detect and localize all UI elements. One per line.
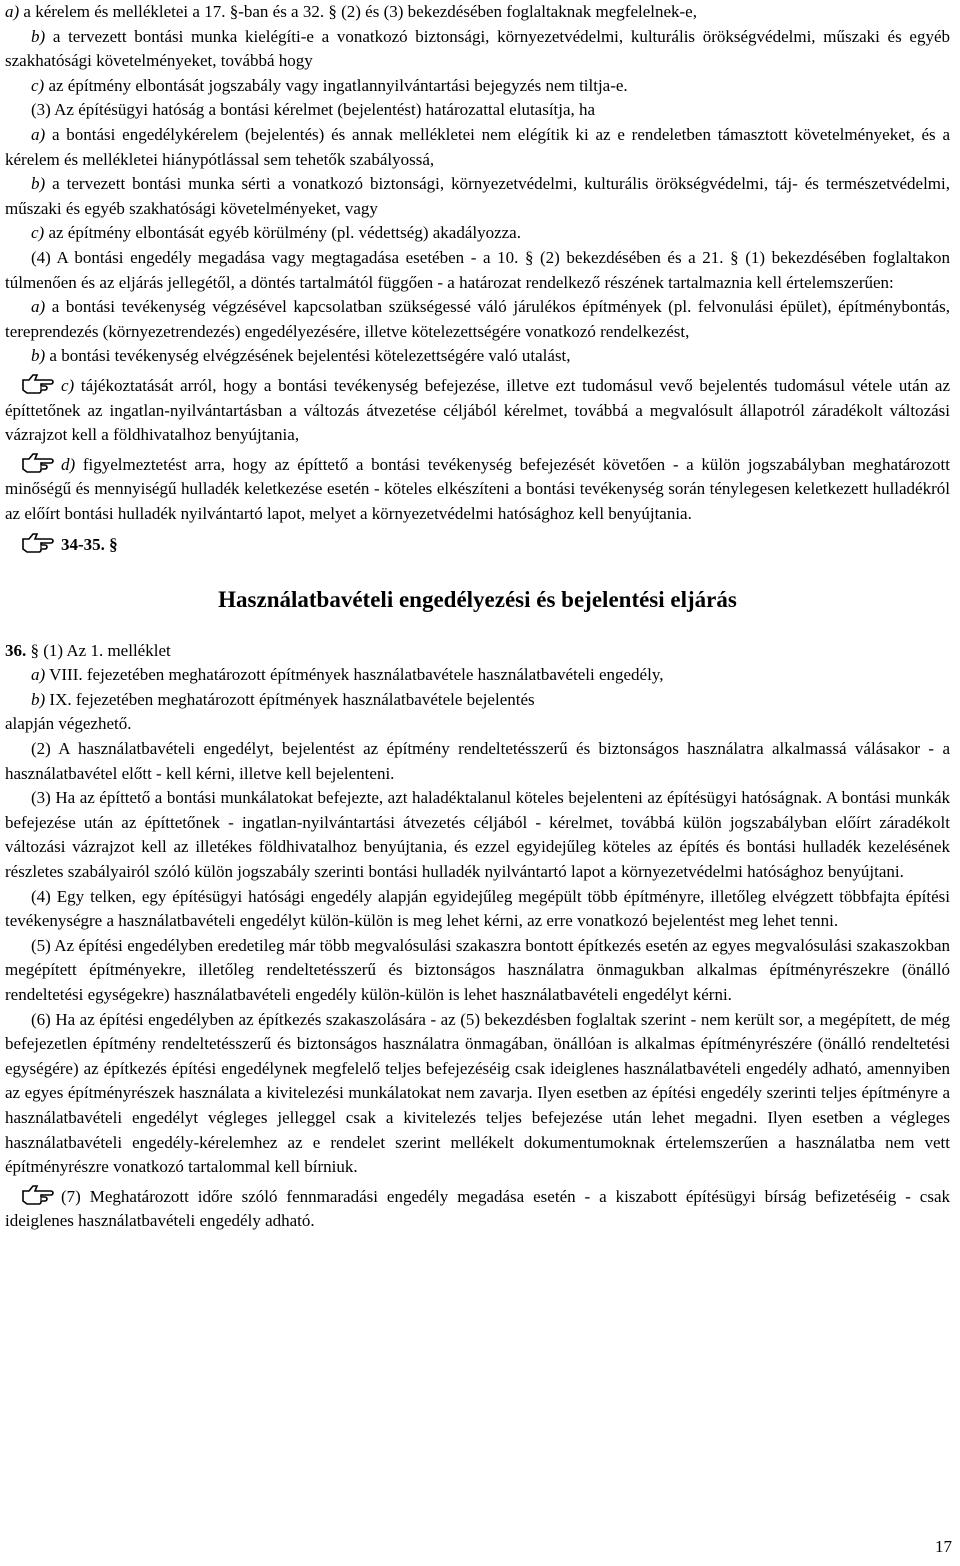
section-34-35: 34-35. §	[5, 532, 950, 558]
pointing-hand-icon[interactable]	[21, 452, 55, 474]
paragraph-p1-a: a) a kérelem és mellékletei a 17. §-ban és a 32. § (2) és (3) bekezdésében foglaltaknak megfelelnek-e,	[5, 2, 697, 21]
section-36-6: (6) Ha az építési engedélyben az építkezés szakaszolására - az (5) bekezdésben foglaltak szerint - nem került sor, a megépített, de még befejezetlen építmény rendeltetésszerű és biztonságos használatra önmagában, önállóan is alkalmas építményrészére (önálló rendeltetési egységére) az építkezés építési engedélynek megfelelő teljes befejezéséig csak ideiglenes használatbavételi engedély adható, amennyiben az egyes építményrészek használata a kivitelezési munkálatokat nem zavarja. Ilyen esetben az építési engedély szerinti teljes építményre a használatbavételi engedélyt végleges jelleggel csak a kivitelezés teljes befejezése után lehet megadni. Ilyen esetben a végleges használatbavételi engedély-kérelemhez az e rendelet szerint mellékelt dokumentumoknak értelemszerűen a használatba nem vett építményrészre vonatkozó tartalommal kell bírniuk.	[5, 1009, 950, 1177]
paragraph-4-b: b) a bontási tevékenység elvégzésének bejelentési kötelezettségére való utalást,	[31, 346, 571, 366]
paragraph-p1-c: c) az építmény elbontását jogszabály vagy ingatlannyilvántartási bejegyzés nem tiltja-e.	[31, 75, 628, 95]
pointing-hand-icon[interactable]	[21, 1184, 55, 1206]
page-number: 17	[935, 1537, 952, 1557]
document-page	[5, 0, 950, 1234]
paragraph-3-c: c) az építmény elbontását egyéb körülmény (pl. védettség) akadályozza.	[31, 223, 521, 243]
section-36-b: b) IX. fejezetében meghatározott építmények használatbavétele bejelentés	[31, 689, 535, 709]
section-36-3: (3) Ha az építtető a bontási munkálatokat befejezte, azt haladéktalanul köteles bejelenteni az építésügyi hatóságnak. A bontási munkák befejezése után az építtetőnek - ingatlan-nyilvántartási átvezetés céljából - kérelmet, továbbá külön jogszabályban előírt záradékolt változási vázrajzot kell az illetékes földhivatalhoz benyújtania, és ezzel egyidejűleg köteles az építés és bontási hulladék kezelésének részletes szabályairól szóló külön jogszabály szerinti bontási hulladék nyilvántartó lapot a környezetvédelmi hatósághoz benyújtani.	[5, 788, 950, 881]
section-36-5: (5) Az építési engedélyben eredetileg már több megvalósulási szakaszra bontott építkezés esetén az egyes megvalósulási szakaszokban megépített építményekre, illetőleg rendeltetésszerű és biztonságos használatra önmagukban alkalmas építményrészekre (önálló rendeltetési egységekre) használatbavételi engedély külön-külön is lehet használatbavételi engedélyt kérni.	[5, 935, 950, 1004]
pointing-hand-icon[interactable]	[21, 532, 55, 554]
paragraph-4-intro: (4) A bontási engedély megadása vagy megtagadása esetében - a 10. § (2) bekezdésében és a 21. § (1) bekezdésében foglaltakon túlmenően és az eljárás jellegétől, a döntés tartalmától függően - a határozat rendelkező részének tartalmaznia kell értelemszerűen:	[5, 247, 950, 292]
paragraph-3-b: b) a tervezett bontási munka sérti a vonatkozó biztonsági, környezetvédelmi, kulturális örökségvédelmi, táj- és természetvédelmi, műszaki és egyéb szakhatósági követelményeket, vagy	[5, 174, 950, 218]
paragraph-3-a: a) a bontási engedélykérelem (bejelentés) és annak mellékletei nem elégítik ki az e rendeletben támasztott követelményeket, és a kérelem és mellékletei hiánypótlással sem tehetők szabályossá,	[5, 124, 950, 169]
section-36-7: (7) Meghatározott időre szóló fennmaradási engedély megadása esetén - a kiszabott építésügyi bírság befizetéséig - csak ideiglenes használatbavételi engedély adható.	[5, 1184, 950, 1234]
section-36-a: a) VIII. fejezetében meghatározott építmények használatbavétele használatbavételi engedély,	[31, 665, 664, 685]
section-36-intro: 36. § (1) Az 1. melléklet	[5, 640, 171, 660]
pointing-hand-icon[interactable]	[21, 373, 55, 395]
paragraph-4-a: a) a bontási tevékenység végzésével kapcsolatban szükségessé váló járulékos építmények (pl. felvonulási épület), építménybontás, tereprendezés (környezetrendezés) engedélyezésére, illetve kötelezettségére vonatkozó rendelkezést,	[5, 297, 950, 341]
paragraph-p1-b: b) a tervezett bontási munka kielégíti-e a vonatkozó biztonsági, környezetvédelmi, kulturális örökségvédelmi, műszaki és egyéb szakhatósági követelményeket, továbbá hogy	[5, 26, 950, 71]
section-36-tail: alapján végezhető.	[5, 714, 132, 734]
section-heading: Használatbavételi engedélyezési és bejelentési eljárás	[218, 587, 737, 613]
paragraph-3-intro: (3) Az építésügyi hatóság a bontási kérelmet (bejelentést) határozattal elutasítja, ha	[31, 100, 596, 120]
paragraph-4-c: c) tájékoztatását arról, hogy a bontási tevékenység befejezése, illetve ezt tudomásul vevő bejelentés tudomásul vétele után az építtetőnek az ingatlan-nyilvántartásban a változás átvezetése céljából kérelmet, továbbá a megvalósult állapotról záradékolt változási vázrajzot kell a földhivatalhoz benyújtania,	[5, 373, 950, 448]
section-36-2: (2) A használatbavételi engedélyt, bejelentést az építmény rendeltetésszerű és biztonságos használatra alkalmassá válásakor - a használatbavétel előtt - kell kérni, illetve kell bejelenteni.	[5, 739, 950, 783]
paragraph-4-d: d) figyelmeztetést arra, hogy az építtető a bontási tevékenység befejezését követően - a külön jogszabályban meghatározott minőségű és mennyiségű hulladék keletkezése esetén - köteles elkészíteni a bontási tevékenység során ténylegesen keletkezett hulladékról az előírt bontási hulladék nyilvántartó lapot, melyet a környezetvédelmi hatósághoz kell benyújtania.	[5, 452, 950, 527]
section-36-4: (4) Egy telken, egy építésügyi hatósági engedély alapján egyidejűleg megépült több építményre, illetőleg elvégzett többfajta építési tevékenységre a használatbavételi engedélyt külön-külön is meg lehet kérni, az erre vonatkozó bejelentést meg lehet tenni.	[5, 886, 950, 931]
